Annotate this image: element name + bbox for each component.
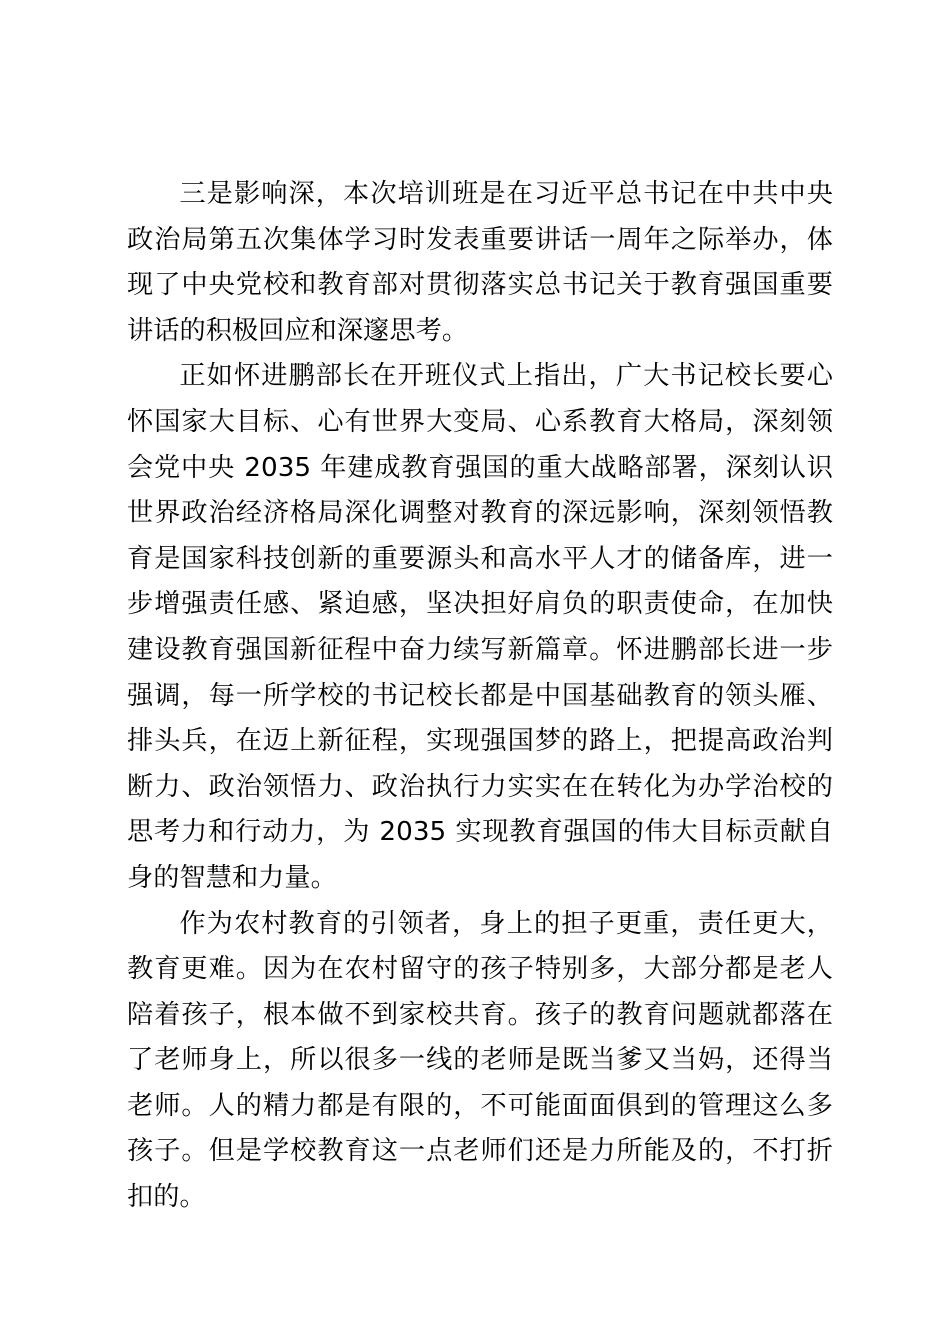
paragraph-minister-remarks: 正如怀进鹏部长在开班仪式上指出，广大书记校长要心怀国家大目标、心有世界大变局、心系教育大格局，深刻领会党中央 2035 年建成教育强国的重大战略部署，深刻认识世界政治经济格局深化调整对教育的深远影响，深刻领悟教育是国家科技创新的重要源头和高水平人才的储备库，进一步增强责任感、紧迫感，坚决担好肩负的职责使命，在加快建设教育强国新征程中奋力续写新篇章。怀进鹏部长进一步强调，每一所学校的书记校长都是中国基础教育的领头雁、排头兵，在迈上新征程，实现强国梦的路上，把提高政治判断力、政治领悟力、政治执行力实实在在转化为办学治校的思考力和行动力，为 2035 实现教育强国的伟大目标贡献自身的智慧和力量。 <box>127 361 833 893</box>
paragraph-impact: 三是影响深，本次培训班是在习近平总书记在中共中央政治局第五次集体学习时发表重要讲话一周年之际举办，体现了中央党校和教育部对贯彻落实总书记关于教育强国重要讲话的积极回应和深邃思考。 <box>127 179 833 346</box>
paragraph-rural-education: 作为农村教育的引领者，身上的担子更重，责任更大，教育更难。因为在农村留守的孩子特别多，大部分都是老人陪着孩子，根本做不到家校共育。孩子的教育问题就都落在了老师身上，所以很多一线的老师是既当爹又当妈，还得当老师。人的精力都是有限的，不可能面面俱到的管理这么多孩子。但是学校教育这一点老师们还是力所能及的，不打折扣的。 <box>127 908 833 1213</box>
document-body <box>127 172 833 1221</box>
